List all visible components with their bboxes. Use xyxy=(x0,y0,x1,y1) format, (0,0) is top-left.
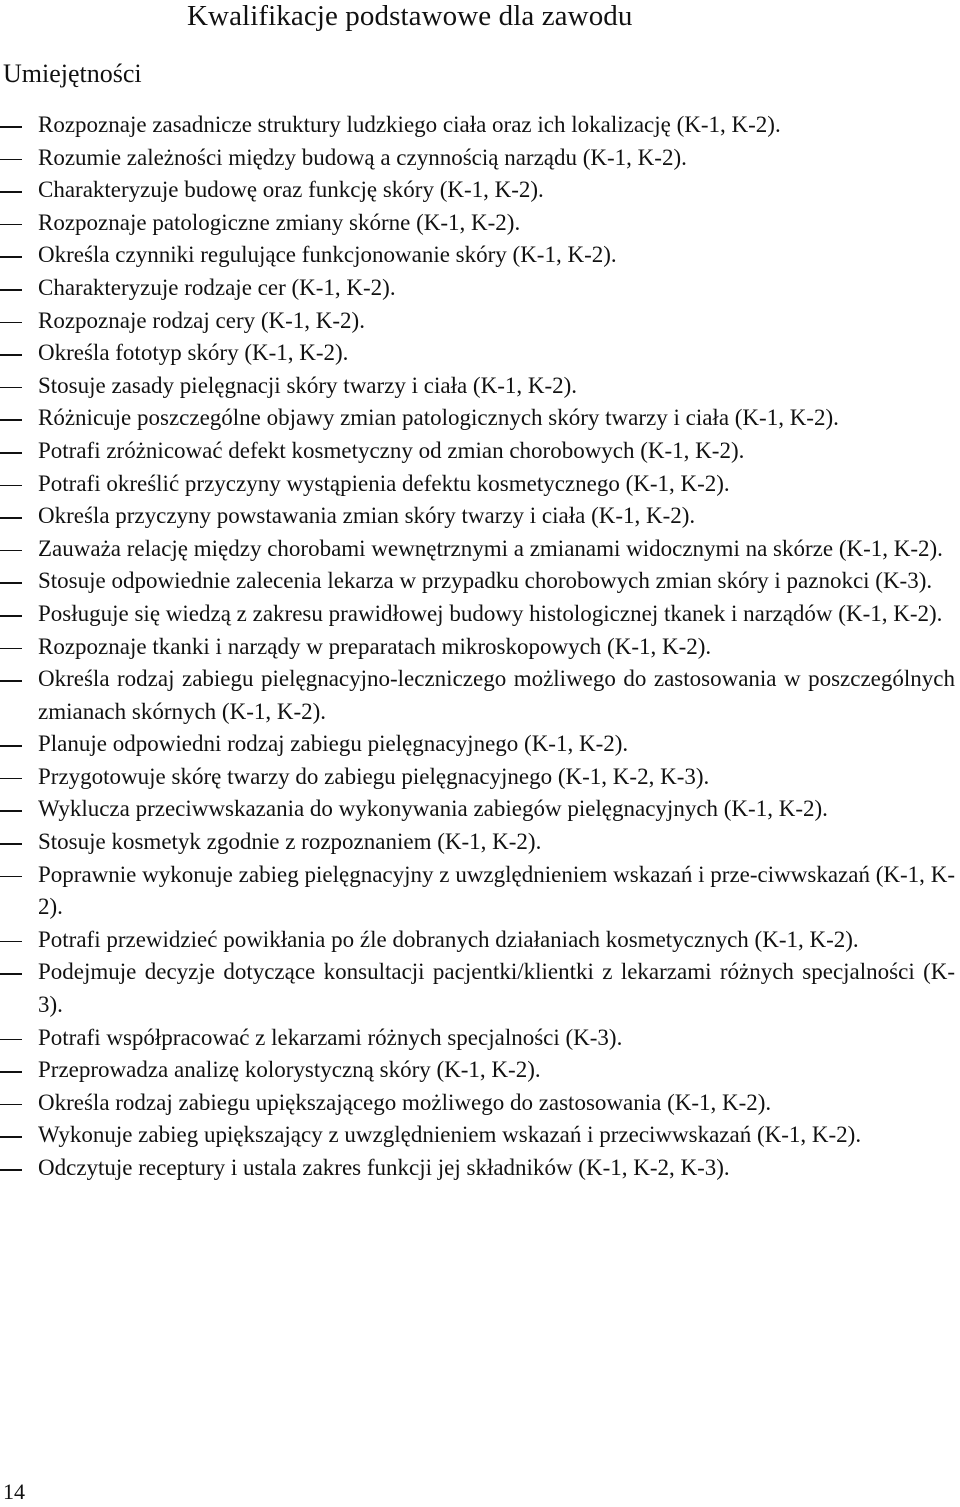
list-item-text: Podejmuje decyzje dotyczące konsultacji pacjentki/klientki z lekarzami różnych specjalności (K-3). xyxy=(38,959,955,1018)
list-item-text: Określa przyczyny powstawania zmian skóry twarzy i ciała (K-1, K-2). xyxy=(38,503,696,529)
list-item-text: Wykonuje zabieg upiększający z uwzględnieniem wskazań i przeciwwskazań (K-1, K-2). xyxy=(38,1122,862,1148)
list-item xyxy=(0,142,955,175)
page-number: 14 xyxy=(3,1479,25,1504)
list-item xyxy=(0,272,955,305)
list-item xyxy=(0,370,955,403)
list-item-text: Potrafi współpracować z lekarzami różnych specjalności (K-3). xyxy=(38,1024,623,1050)
list-item-text: Określa fototyp skóry (K-1, K-2). xyxy=(38,340,349,366)
list-item xyxy=(0,631,955,664)
list-item-text: Różnicuje poszczególne objawy zmian patologicznych skóry twarzy i ciała (K-1, K-2). xyxy=(38,405,839,431)
document-title: Kwalifikacje podstawowe dla zawodu xyxy=(187,0,633,32)
list-item xyxy=(0,598,955,631)
list-item xyxy=(0,1054,955,1087)
list-item-text: Stosuje kosmetyk zgodnie z rozpoznaniem (K-1, K-2). xyxy=(38,829,542,855)
list-item xyxy=(0,956,955,1021)
list-item xyxy=(0,859,955,924)
list-item xyxy=(0,207,955,240)
list-item-text: Określa rodzaj zabiegu upiększającego możliwego do zastosowania (K-1, K-2). xyxy=(38,1089,772,1115)
list-item-text: Charakteryzuje budowę oraz funkcję skóry (K-1, K-2). xyxy=(38,177,544,203)
list-item xyxy=(0,1152,955,1185)
list-item xyxy=(0,402,955,435)
list-item-text: Posługuje się wiedzą z zakresu prawidłowej budowy histologicznej tkanek i narządów (K-1, K-2). xyxy=(38,600,943,626)
list-item-text: Charakteryzuje rodzaje cer (K-1, K-2). xyxy=(38,274,396,300)
list-item-text: Potrafi określić przyczyny wystąpienia defektu kosmetycznego (K-1, K-2). xyxy=(38,470,730,496)
list-item-text: Rozpoznaje rodzaj cery (K-1, K-2). xyxy=(38,307,365,333)
list-item xyxy=(0,109,955,142)
list-item xyxy=(0,174,955,207)
list-item-text: Zauważa relację między chorobami wewnętrznymi a zmianami widocznymi na skórze (K-1, K-2). xyxy=(38,535,943,561)
list-item xyxy=(0,761,955,794)
list-item xyxy=(0,728,955,761)
list-item xyxy=(0,500,955,533)
list-item-text: Przeprowadza analizę kolorystyczną skóry (K-1, K-2). xyxy=(38,1057,541,1083)
list-item xyxy=(0,924,955,957)
list-item xyxy=(0,793,955,826)
list-item-text: Stosuje odpowiednie zalecenia lekarza w przypadku chorobowych zmian skóry i paznokci (K-3). xyxy=(38,568,933,594)
list-item-text: Rozpoznaje tkanki i narządy w preparatach mikroskopowych (K-1, K-2). xyxy=(38,633,712,659)
list-item-text: Rozpoznaje patologiczne zmiany skórne (K-1, K-2). xyxy=(38,209,521,235)
list-item-text: Określa czynniki regulujące funkcjonowanie skóry (K-1, K-2). xyxy=(38,242,617,268)
list-item xyxy=(0,565,955,598)
list-item xyxy=(0,1022,955,1055)
list-item-text: Potrafi przewidzieć powikłania po źle dobranych działaniach kosmetycznych (K-1, K-2). xyxy=(38,926,859,952)
list-item xyxy=(0,305,955,338)
list-item xyxy=(0,1087,955,1120)
list-item xyxy=(0,239,955,272)
list-item xyxy=(0,337,955,370)
list-item-text: Poprawnie wykonuje zabieg pielęgnacyjny z uwzględnieniem wskazań i prze-ciwwskazań (K-1, K-2). xyxy=(38,861,955,920)
list-item xyxy=(0,435,955,468)
list-item-text: Stosuje zasady pielęgnacji skóry twarzy i ciała (K-1, K-2). xyxy=(38,372,578,398)
list-item xyxy=(0,533,955,566)
list-item-text: Potrafi zróżnicować defekt kosmetyczny od zmian chorobowych (K-1, K-2). xyxy=(38,437,745,463)
list-item-text: Planuje odpowiedni rodzaj zabiegu pielęgnacyjnego (K-1, K-2). xyxy=(38,731,629,757)
list-item-text: Rozumie zależności między budową a czynnością narządu (K-1, K-2). xyxy=(38,144,687,170)
list-item-text: Przygotowuje skórę twarzy do zabiegu pielęgnacyjnego (K-1, K-2, K-3). xyxy=(38,763,710,789)
list-item xyxy=(0,826,955,859)
list-item xyxy=(0,1119,955,1152)
skills-list xyxy=(0,109,955,1185)
list-item xyxy=(0,468,955,501)
list-item-text: Rozpoznaje zasadnicze struktury ludzkiego ciała oraz ich lokalizację (K-1, K-2). xyxy=(38,112,781,137)
list-item-text: Odczytuje receptury i ustala zakres funkcji jej składników (K-1, K-2, K-3). xyxy=(38,1155,730,1180)
list-item xyxy=(0,663,955,728)
list-item-text: Określa rodzaj zabiegu pielęgnacyjno-leczniczego możliwego do zastosowania w poszczególnych zmianach skórnych (K-1, K-2). xyxy=(38,666,955,724)
section-title: Umiejętności xyxy=(3,59,142,88)
list-item-text: Wyklucza przeciwwskazania do wykonywania zabiegów pielęgnacyjnych (K-1, K-2). xyxy=(38,796,828,822)
